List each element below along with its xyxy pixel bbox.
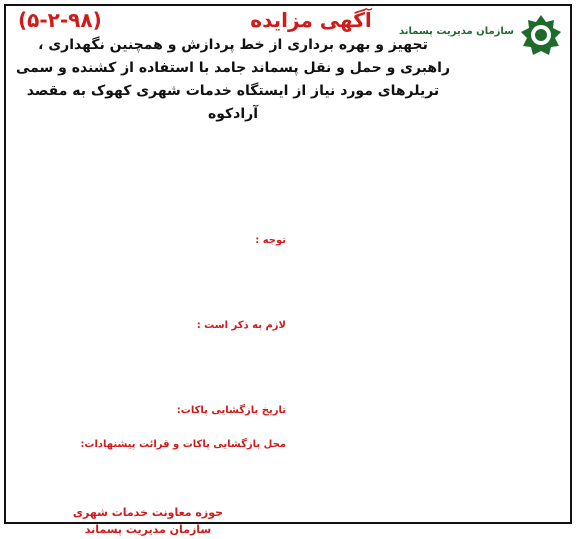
organization-name: سازمان مدیریت پسماند xyxy=(399,26,514,37)
ad-header xyxy=(6,6,570,128)
ad-subtitle: تجهیز و بهره برداری از خط پردازش و همچنین نگهداری ، راهبری و حمل و نقل پسماند جامد با استفاده از کشنده و سمی تریلرهای مورد نیاز از ایستگاه خدمات شهری کهوک به مقصد آرادکوه xyxy=(15,37,450,122)
ad-number: (۵-۲-۹۸) xyxy=(18,8,102,32)
advertisement-page xyxy=(4,4,572,536)
opening-title: تاریخ بازگشایی پاکات: xyxy=(176,405,286,416)
ad-title: آگهی مزایده xyxy=(250,8,372,32)
municipal-emblem-icon xyxy=(520,14,562,56)
caution-title: توجه : xyxy=(255,235,286,246)
right-column xyxy=(290,130,566,522)
left-column xyxy=(10,130,286,536)
required-title: لازم به ذکر است : xyxy=(196,320,286,331)
signature-line-2: سازمان مدیریت پسماند xyxy=(84,523,212,536)
signature-line-1: حوزه معاونت خدمات شهری xyxy=(72,506,224,519)
location-title: محل بازگشایی پاکات و قرائت پیشنهادات: xyxy=(80,439,286,450)
